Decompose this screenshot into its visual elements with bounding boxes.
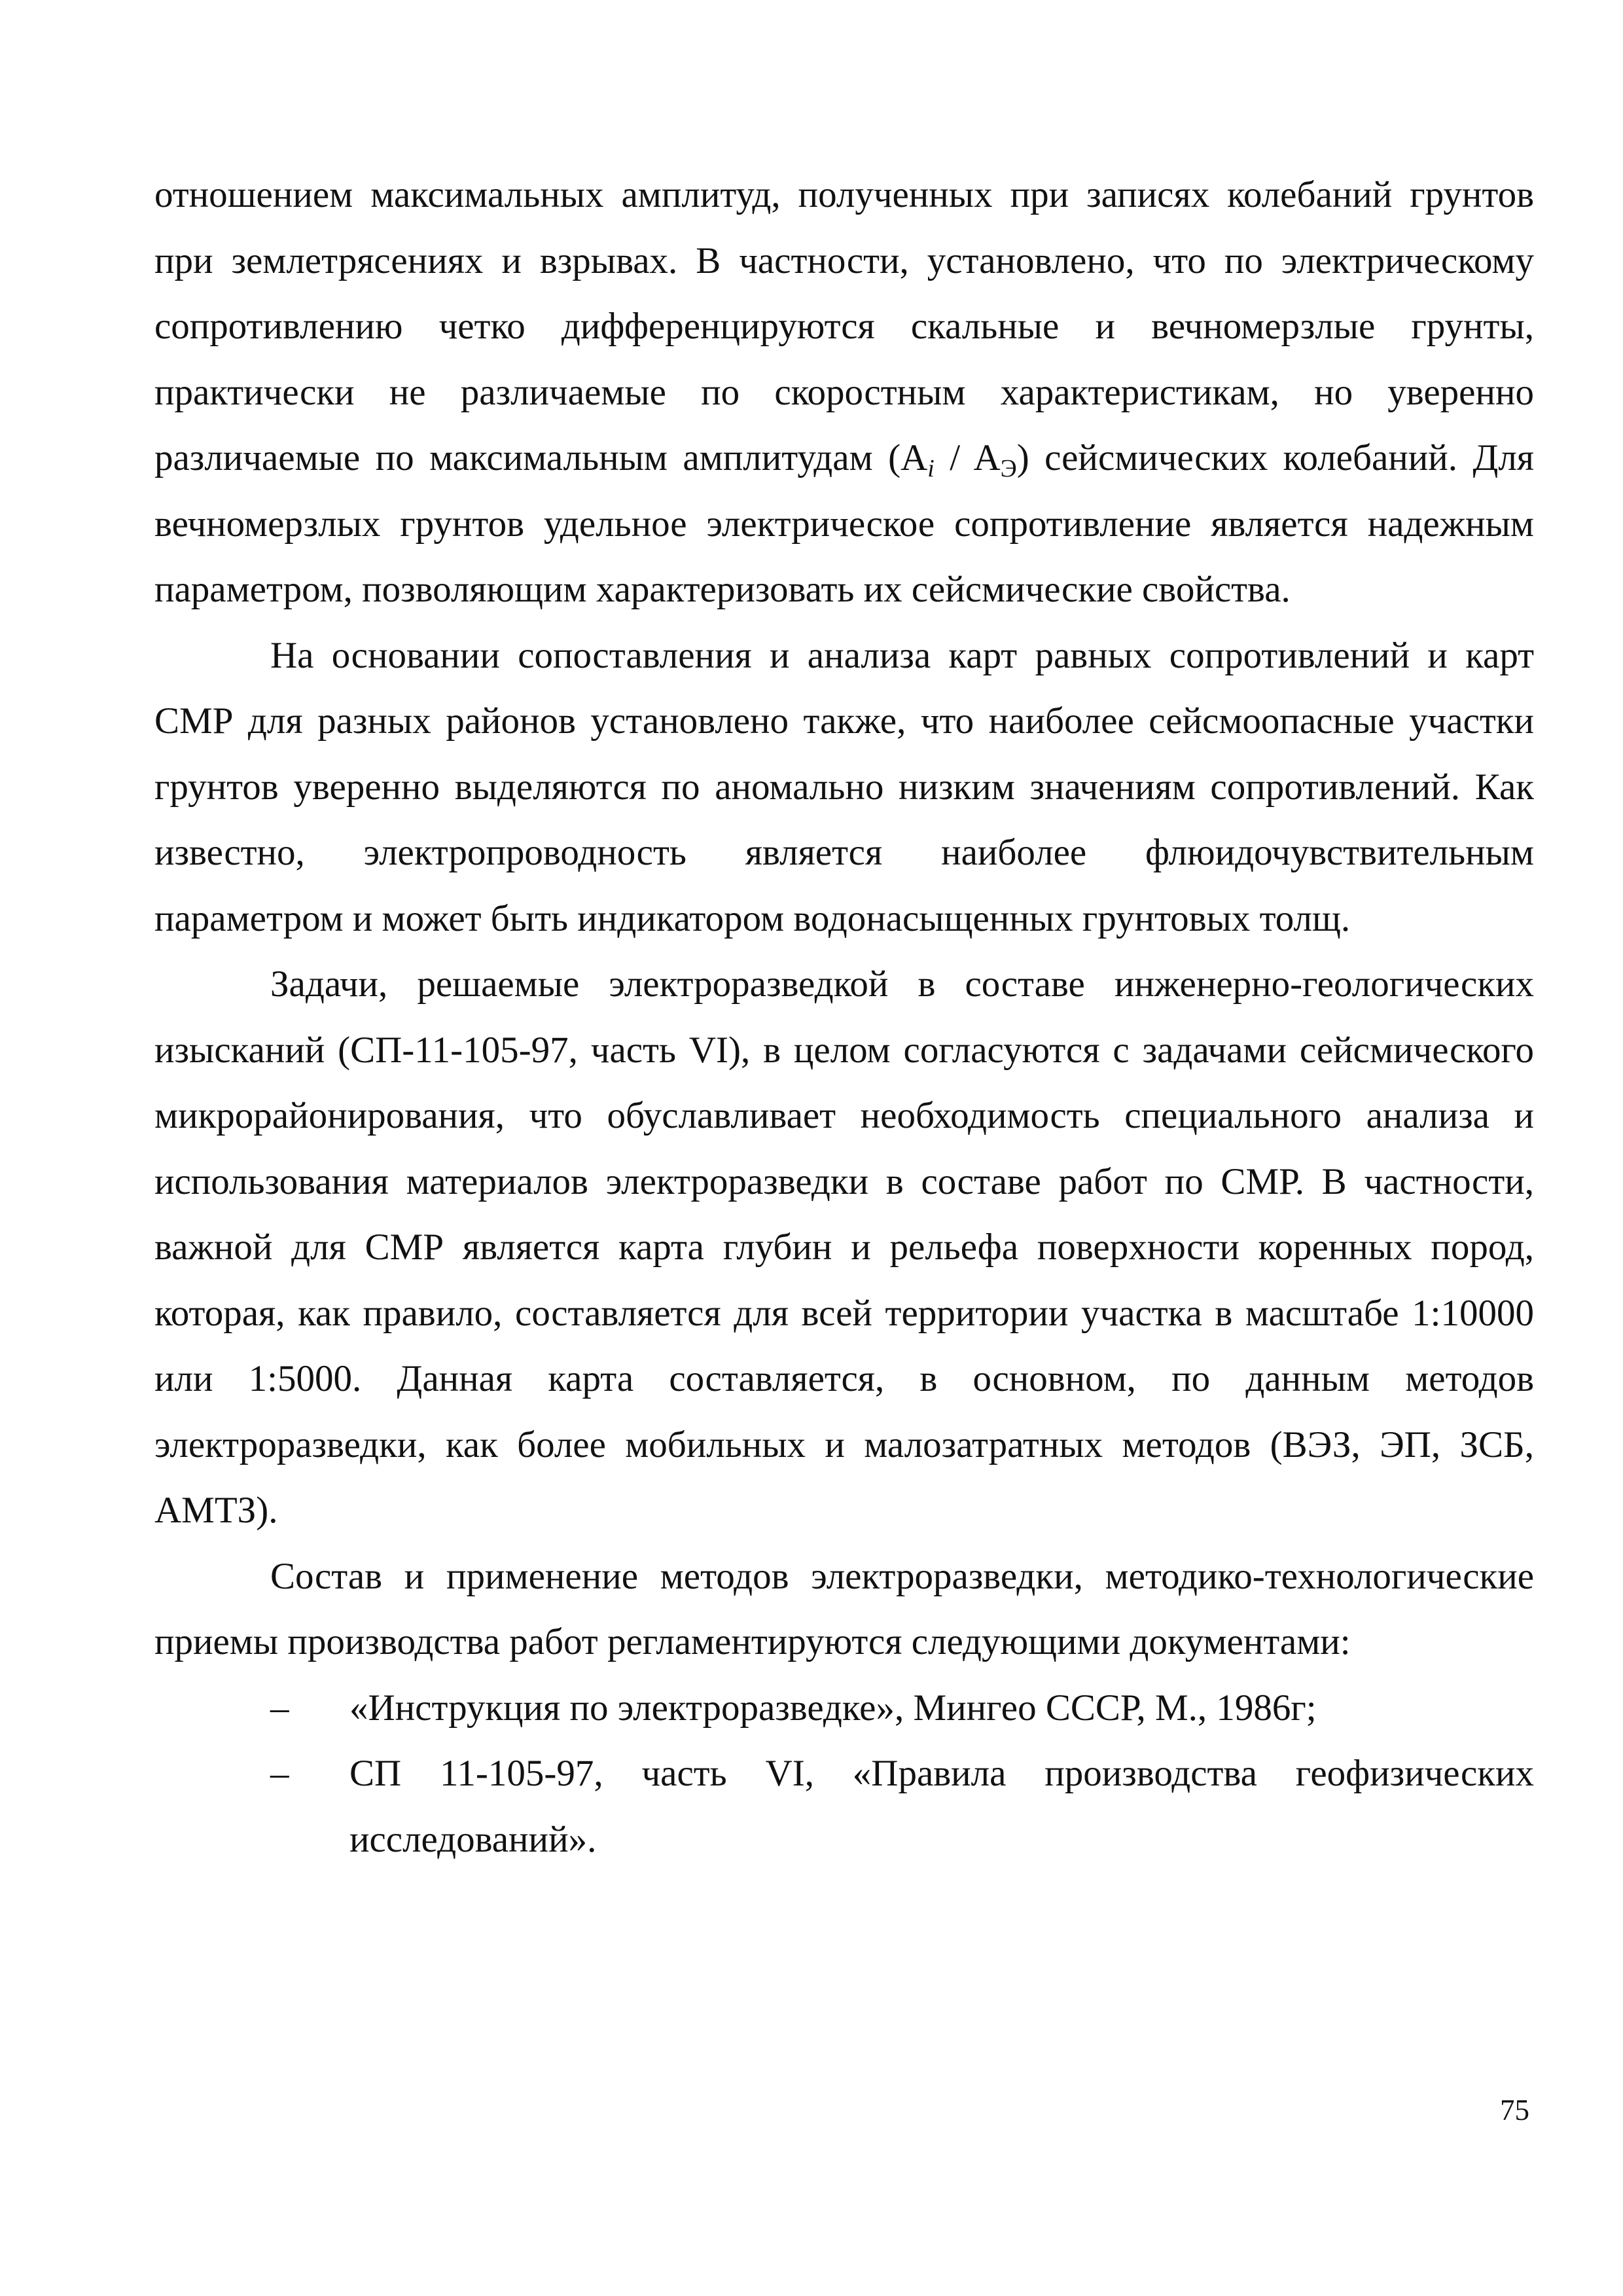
paragraph-1 (154, 162, 1534, 623)
subscript-e: Э (1000, 455, 1017, 482)
paragraph-2: На основании сопоставления и анализа карт равных сопротивлений и карт СМР для разных районов установлено также, что наиболее сейсмоопасные участки грунтов уверенно выделяются по аномально низким значениям сопротивлений. Как известно, электропроводность является наиболее флюидочувствительным параметром и может быть индикатором водонасыщенных грунтовых толщ. (154, 634, 1534, 939)
document-page (154, 162, 1534, 1873)
list-item-text: СП 11-105-97, часть VI, «Правила производства геофизических исследований». (349, 1753, 1534, 1860)
paragraph-3: Задачи, решаемые электроразведкой в составе инженерно-геологических изысканий (СП-11-105-97, часть VI), в целом согласуются с задачами сейсмического микрорайонирования, что обуславливает необходимость специального анализа и использования материалов электроразведки в составе работ по СМР. В частности, важной для СМР является карта глубин и рельефа поверхности коренных пород, которая, как правило, составляется для всей территории участка в масштабе 1:10000 или 1:5000. Данная карта составляется, в основном, по данным методов электроразведки, как более мобильных и малозатратных методов (ВЭЗ, ЭП, ЗСБ, АМТЗ). (154, 963, 1534, 1531)
paragraph-1-text: отношением максимальных амплитуд, полученных при записях колебаний грунтов при землетрясениях и взрывах. В частности, установлено, что по электрическому сопротивлению четко дифференцируются скальные и вечномерзлые грунты, практически не различаемые по скоростным характеристикам, но уверенно различаемые по максимальным амплитудам (A (154, 174, 1534, 478)
formula-separator: / A (934, 437, 1001, 478)
list-item-text: «Инструкция по электроразведке», Мингео СССР, М., 1986г; (349, 1687, 1317, 1729)
page-number: 75 (1500, 2094, 1529, 2126)
subscript-i: i (927, 455, 935, 482)
dash-bullet: – (270, 1687, 289, 1729)
list-item (154, 1676, 1534, 1742)
document-list (154, 1676, 1534, 1873)
list-item (154, 1741, 1534, 1873)
paragraph-1-text-continued: ) сейсмических колебаний. Для вечномерзлых грунтов удельное электрическое сопротивление является надежным параметром, позволяющим характеризовать их сейсмические свойства. (154, 437, 1534, 610)
dash-bullet: – (270, 1753, 289, 1794)
paragraph-4: Состав и применение методов электроразведки, методико-технологические приемы производства работ регламентируются следующими документами: (154, 1555, 1534, 1662)
